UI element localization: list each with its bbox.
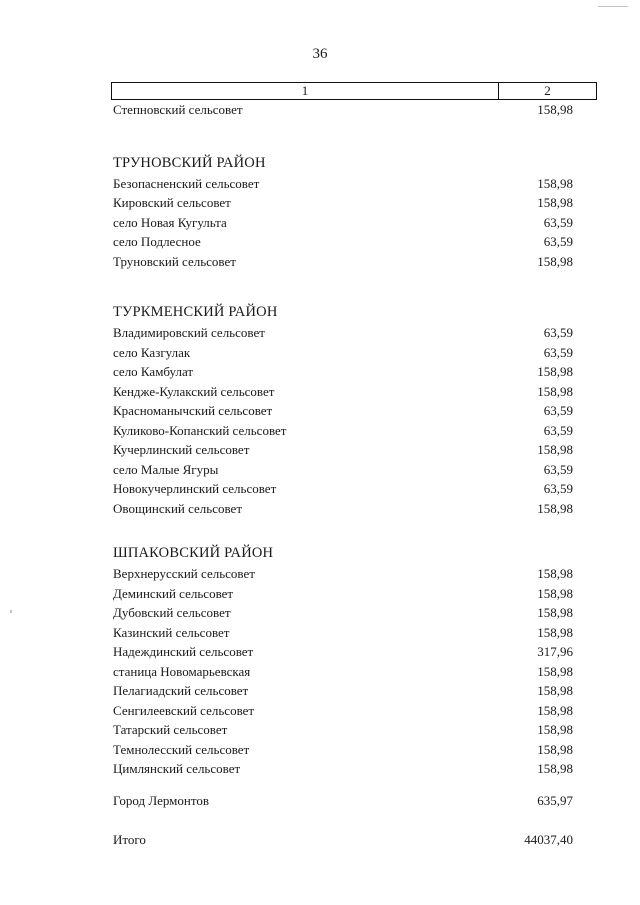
settlement-name: Татарский сельсовет bbox=[113, 722, 228, 737]
spacer bbox=[113, 779, 573, 791]
settlement-value: 158,98 bbox=[537, 195, 573, 210]
settlement-value: 158,98 bbox=[537, 683, 573, 698]
total-value: 44037,40 bbox=[524, 832, 573, 847]
settlement-value: 158,98 bbox=[537, 605, 573, 620]
settlement-name: село Камбулат bbox=[113, 364, 194, 379]
settlement-value: 158,98 bbox=[537, 663, 573, 679]
settlement-value: 158,98 bbox=[537, 102, 573, 117]
city-value: 635,97 bbox=[537, 792, 573, 808]
table-row bbox=[113, 440, 573, 460]
table-row bbox=[113, 499, 573, 519]
table-row bbox=[113, 720, 573, 740]
table-body bbox=[113, 100, 573, 850]
settlement-value: 158,98 bbox=[537, 383, 573, 399]
table-header-col-1: 1 bbox=[112, 83, 499, 99]
settlement-value: 158,98 bbox=[537, 585, 573, 601]
table-row bbox=[113, 759, 573, 779]
table-row bbox=[113, 193, 573, 213]
table-row bbox=[113, 252, 573, 272]
settlement-name: Степновский сельсовет bbox=[113, 102, 243, 117]
table-row bbox=[113, 421, 573, 441]
settlement-value: 158,98 bbox=[537, 500, 573, 516]
settlement-value: 158,98 bbox=[537, 761, 573, 776]
table-header-col-2: 2 bbox=[544, 83, 551, 98]
settlement-value: 63,59 bbox=[543, 344, 573, 360]
settlement-value: 317,96 bbox=[537, 644, 573, 659]
scan-speck bbox=[10, 610, 12, 613]
settlement-name: станица Новомарьевская bbox=[113, 663, 251, 679]
settlement-name: Казинский сельсовет bbox=[113, 624, 230, 640]
settlement-name: Кендже-Кулакский сельсовет bbox=[113, 383, 275, 399]
spacer bbox=[113, 810, 573, 830]
settlement-name: Куликово-Копанский сельсовет bbox=[113, 422, 287, 438]
table-row bbox=[113, 343, 573, 363]
page-number: 36 bbox=[312, 46, 328, 62]
table-row bbox=[113, 623, 573, 643]
table-row bbox=[113, 564, 573, 584]
settlement-name: село Новая Кугульта bbox=[113, 214, 227, 230]
settlement-name: Темнолесский сельсовет bbox=[113, 741, 250, 757]
table-row bbox=[113, 232, 573, 252]
settlement-name: Цимлянский сельсовет bbox=[113, 761, 241, 776]
settlement-value: 158,98 bbox=[537, 253, 573, 269]
settlement-value: 158,98 bbox=[537, 442, 573, 457]
settlement-value: 158,98 bbox=[537, 624, 573, 640]
settlement-name: Безопасненский сельсовет bbox=[113, 175, 260, 191]
table-row bbox=[113, 584, 573, 604]
settlement-name: Дубовский сельсовет bbox=[113, 605, 231, 620]
city-name: Город Лермонтов bbox=[113, 792, 209, 808]
settlement-name: Кировский сельсовет bbox=[113, 195, 231, 210]
settlement-value: 158,98 bbox=[537, 566, 573, 581]
table-row bbox=[113, 460, 573, 480]
scan-corner-mark bbox=[598, 0, 628, 7]
settlement-value: 158,98 bbox=[537, 702, 573, 718]
settlement-value: 158,98 bbox=[537, 722, 573, 737]
settlement-name: село Казгулак bbox=[113, 344, 191, 360]
settlement-name: Овощинский сельсовет bbox=[113, 500, 243, 516]
settlement-name: Пелагиадский сельсовет bbox=[113, 683, 249, 698]
table-row bbox=[113, 681, 573, 701]
table-row bbox=[113, 701, 573, 721]
table-row bbox=[113, 479, 573, 499]
total-row bbox=[113, 830, 573, 850]
settlement-value: 158,98 bbox=[537, 364, 573, 379]
settlement-value: 158,98 bbox=[537, 741, 573, 757]
settlement-name: Кучерлинский сельсовет bbox=[113, 442, 250, 457]
settlement-value: 63,59 bbox=[543, 325, 573, 340]
settlement-value: 63,59 bbox=[543, 481, 573, 496]
district-title: ТРУНОВСКИЙ РАЙОН bbox=[113, 154, 266, 171]
settlement-value: 63,59 bbox=[543, 214, 573, 230]
city-row bbox=[113, 791, 573, 811]
settlement-name: село Подлесное bbox=[113, 234, 201, 249]
districts-list bbox=[113, 152, 573, 779]
table-row bbox=[113, 213, 573, 233]
table-row bbox=[113, 382, 573, 402]
settlement-name: Владимировский сельсовет bbox=[113, 325, 265, 340]
settlement-value: 63,59 bbox=[543, 461, 573, 477]
district-title: ШПАКОВСКИЙ РАЙОН bbox=[113, 545, 274, 561]
table-row bbox=[113, 174, 573, 194]
table-row bbox=[113, 401, 573, 421]
total-label: Итого bbox=[113, 832, 146, 847]
table-row bbox=[113, 100, 573, 120]
table-row bbox=[113, 362, 573, 382]
settlement-value: 63,59 bbox=[543, 422, 573, 438]
settlement-name: Новокучерлинский сельсовет bbox=[113, 481, 277, 496]
settlement-name: Труновский сельсовет bbox=[113, 253, 236, 269]
table-row bbox=[113, 740, 573, 760]
table-row bbox=[113, 323, 573, 343]
settlement-value: 63,59 bbox=[543, 403, 573, 418]
table-row bbox=[113, 662, 573, 682]
table-row bbox=[113, 642, 573, 662]
settlement-name: Верхнерусский сельсовет bbox=[113, 566, 255, 581]
settlement-value: 158,98 bbox=[537, 175, 573, 191]
settlement-name: Надеждинский сельсовет bbox=[113, 644, 254, 659]
settlement-name: Сенгилеевский сельсовет bbox=[113, 702, 255, 718]
settlement-name: Красноманычский сельсовет bbox=[113, 403, 273, 418]
district-title: ТУРКМЕНСКИЙ РАЙОН bbox=[113, 304, 278, 320]
settlement-value: 63,59 bbox=[543, 234, 573, 249]
settlement-name: село Малые Ягуры bbox=[113, 461, 219, 477]
table-header-row bbox=[111, 82, 597, 100]
settlement-name: Деминский сельсовет bbox=[113, 585, 234, 601]
table-row bbox=[113, 603, 573, 623]
